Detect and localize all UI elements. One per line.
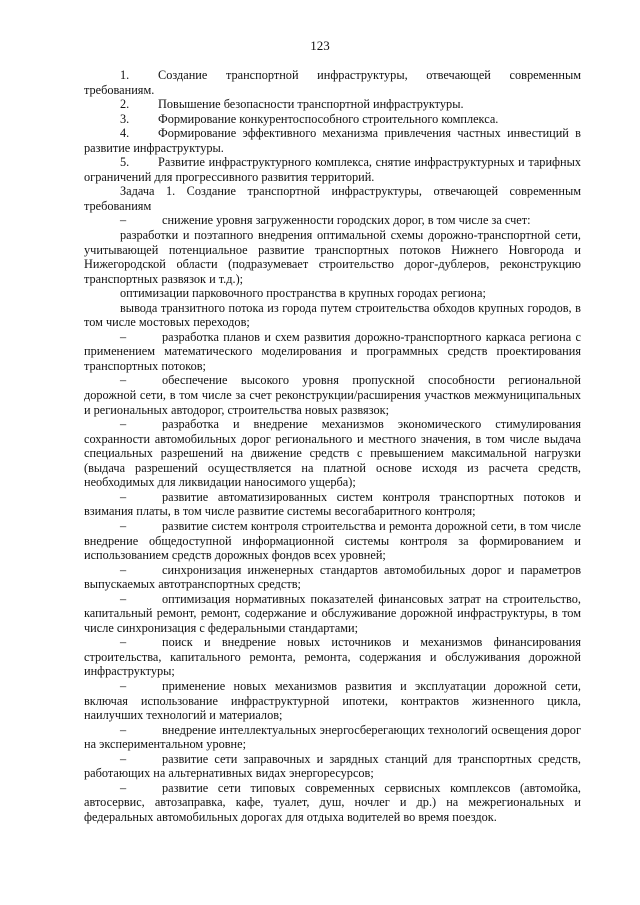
list-item-text: внедрение интеллектуальных энергосберегающих технологий освещения дорог на экспериментальном уровне; — [84, 722, 581, 752]
page-content — [84, 68, 581, 824]
list-item-text: развитие автоматизированных систем контроля транспортных потоков и взимания платы, в том числе развитие системы весогабаритного контроля; — [84, 489, 581, 519]
list-item-text: применение новых механизмов развития и эксплуатации дорожной сети, включая использование инфраструктурной ипотеки, контрактов жизненного цикла, наилучших технологий и материалов; — [84, 678, 581, 723]
sub-item: разработки и поэтапного внедрения оптимальной схемы дорожно-транспортной сети, учитывающей потенциальное развитие транспортных потоков Нижнего Новгорода и Нижегородской области (подразумевает строительство дорог-дублеров, реконструкцию транспортных развязок и т.д.); — [84, 228, 581, 286]
goal-item — [84, 97, 581, 112]
goals-list — [84, 68, 581, 184]
goal-item — [84, 112, 581, 127]
list-item-text: разработка планов и схем развития дорожно-транспортного каркаса региона с применением математического моделирования и программных средств проектирования транспортных потоков; — [84, 329, 581, 373]
list-item — [84, 679, 581, 723]
list-item — [84, 635, 581, 679]
dash-marker: – — [120, 213, 127, 228]
list-item-text: поиск и внедрение новых источников и механизмов финансирования строительства, капитального ремонта, ремонта, содержания и обслуживания дорожной инфраструктуры; — [84, 635, 581, 679]
list-item — [84, 417, 581, 490]
goal-number: 5. — [120, 155, 130, 170]
sub-item: вывода транзитного потока из города путем строительства обходов крупных городов, в том числе мостовых переходов; — [84, 300, 581, 330]
goal-text: Повышение безопасности транспортной инфраструктуры. — [158, 97, 464, 112]
goal-text: Развитие инфраструктурного комплекса, снятие инфраструктурных и тарифных ограничений для прогрессивного развития территорий. — [84, 155, 581, 184]
list-item — [84, 373, 581, 417]
dash-marker: – — [120, 780, 127, 795]
goal-item — [84, 155, 581, 184]
goal-number: 2. — [120, 97, 130, 112]
dash-marker: – — [120, 751, 127, 766]
goal-item — [84, 68, 581, 97]
list-item — [84, 592, 581, 636]
goal-item — [84, 126, 581, 155]
list-item — [84, 781, 581, 825]
goal-number: 1. — [120, 68, 130, 82]
list-item-text: обеспечение высокого уровня пропускной способности региональной дорожной сети, в том числе за счет реконструкции/расширения участков межмуниципальных и региональных автодорог, строительства новых развязок; — [84, 373, 581, 417]
goal-number: 4. — [120, 126, 130, 141]
dash-marker: – — [120, 591, 127, 606]
dash-marker: – — [120, 678, 127, 693]
dash-marker: – — [120, 518, 127, 533]
list-item — [84, 519, 581, 563]
list-item-text: развитие сети типовых современных сервисных комплексов (автомойка, автосервис, автозаправка, кафе, туалет, душ, ночлег и др.) на межрегиональных и федеральных автомобильных дорогах для отдыха водителей во время поездок. — [84, 780, 581, 824]
goal-text: Создание транспортной инфраструктуры, отвечающей современным требованиям. — [84, 68, 581, 97]
dash-marker: – — [120, 722, 127, 737]
task-heading: Задача 1. Создание транспортной инфраструктуры, отвечающей современным требованиям — [84, 184, 581, 213]
dash-marker: – — [120, 489, 127, 504]
list-item — [84, 563, 581, 592]
goal-text: Формирование эффективного механизма привлечения частных инвестиций в развитие инфраструктуры. — [84, 126, 581, 155]
dash-marker: – — [120, 635, 127, 650]
list-item — [84, 490, 581, 519]
list-item-text: снижение уровня загруженности городских дорог, в том числе за счет: — [162, 213, 531, 228]
list-item-text: развитие систем контроля строительства и ремонта дорожной сети, в том числе внедрение общедоступной информационной системы контроля за формированием и использованием средств дорожных фондов всех уровней; — [84, 518, 581, 563]
list-item-text: оптимизация нормативных показателей финансовых затрат на строительство, капитальный ремонт, ремонт, содержание и обслуживание дорожной инфраструктуры, в том числе синхронизация с федеральными стандартами; — [84, 591, 581, 635]
list-item — [84, 752, 581, 781]
page-number: 123 — [310, 38, 330, 53]
list-item-text: разработка и внедрение механизмов экономического стимулирования сохранности автомобильных дорог регионального и местного значения, в том числе выдача специальных разрешений на движение средств с превышением максимальной нагрузки (выдача разрешений осуществляется на платной основе исходя из расчета средств, необходимых для ликвидации наносимого ущерба); — [84, 417, 581, 490]
list-item-text: синхронизация инженерных стандартов автомобильных дорог и параметров выпускаемых автотранспортных средств; — [84, 562, 581, 592]
list-item — [84, 723, 581, 752]
goal-text: Формирование конкурентоспособного строительного комплекса. — [158, 111, 499, 126]
goal-number: 3. — [120, 111, 130, 126]
dash-marker: – — [120, 373, 127, 388]
list-item-text: развитие сети заправочных и зарядных станций для транспортных средств, работающих на альтернативных видах энергоресурсов; — [84, 751, 581, 781]
dash-marker: – — [120, 417, 127, 432]
sub-item: оптимизации парковочного пространства в крупных городах региона; — [120, 286, 486, 301]
list-item — [84, 330, 581, 374]
list-item — [84, 213, 581, 228]
dash-marker: – — [120, 562, 127, 577]
dash-marker: – — [120, 329, 127, 344]
